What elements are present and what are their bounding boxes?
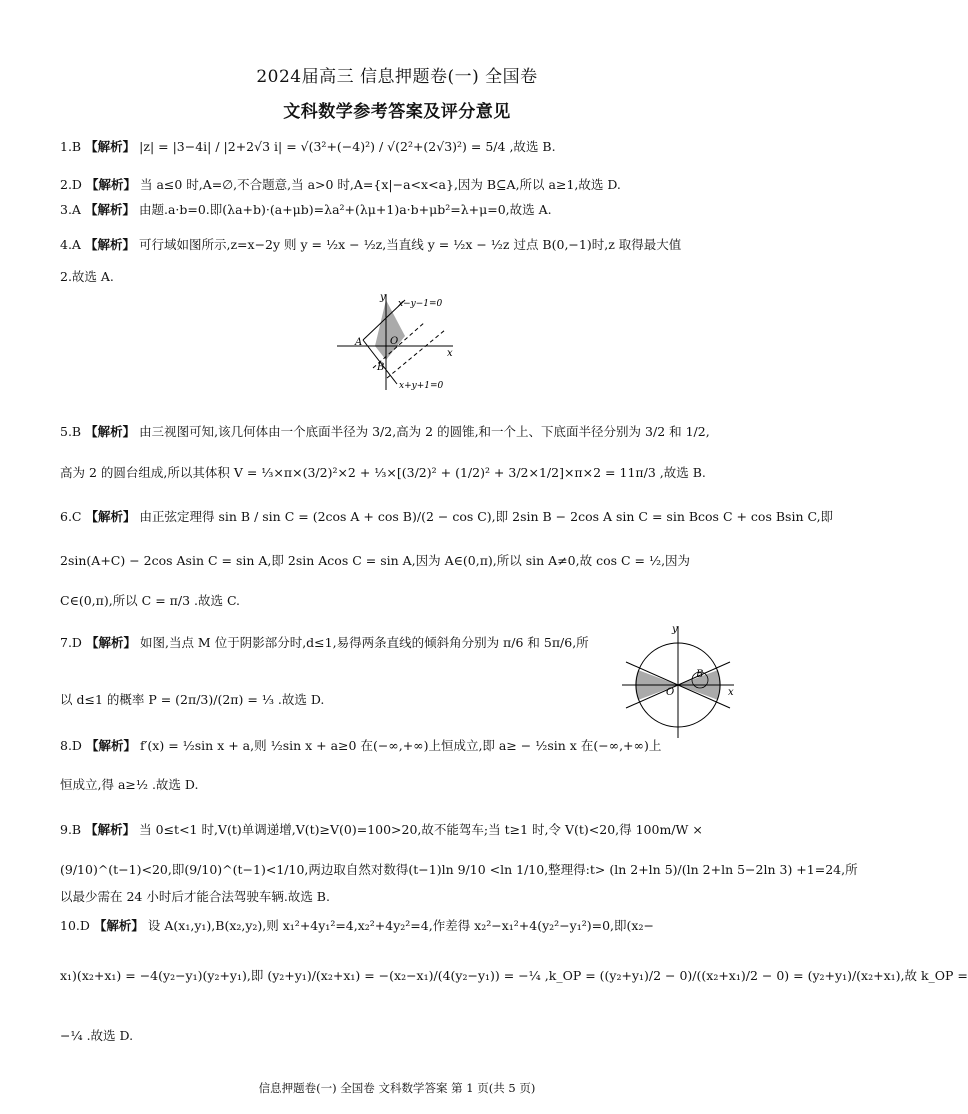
answer-8 — [60, 736, 750, 756]
answer-text-line1: f′(x) = ½sin x + a,则 ½sin x + a≥0 在(−∞,+∞)上恒成立,即 a≥ − ½sin x 在(−∞,+∞)上 — [139, 738, 662, 753]
answer-7-line2: 以 d≤1 的概率 P = (2π/3)/(2π) = ⅓ .故选 D. — [60, 692, 325, 707]
point-b-label: B — [696, 669, 704, 680]
answer-label: 7.D — [60, 635, 82, 650]
answer-text: |z| = |3−4i| / |2+2√3 i| = √(3²+(−4)²) / √(2²+(2√3)²) = 5/4 ,故选 B. — [139, 139, 556, 154]
analysis-tag: 【解析】 — [85, 424, 136, 439]
origin-label: O — [390, 336, 399, 347]
analysis-tag: 【解析】 — [84, 202, 135, 217]
x-axis-label: x — [447, 348, 453, 359]
analysis-tag: 【解析】 — [93, 918, 144, 933]
answer-4 — [60, 235, 750, 255]
page-footer: 信息押题卷(一) 全国卷 文科数学答案 第 1 页(共 5 页) — [258, 1081, 536, 1095]
answer-text-line1: 由正弦定理得 sin B / sin C = (2cos A + cos B)/(2 − cos C),即 2sin B − 2cos A sin C = sin Bcos C + cos Bsin C,即 — [139, 509, 834, 524]
answer-label: 2.D — [60, 177, 82, 192]
origin-label: O — [666, 687, 675, 698]
answer-6-line2: 2sin(A+C) − 2cos Asin C = sin A,即 2sin Acos C = sin A,因为 A∈(0,π),所以 sin A≠0,故 cos C = ½,因为 — [60, 553, 691, 568]
answer-4-line2: 2.故选 A. — [60, 269, 114, 284]
answer-label: 6.C — [60, 509, 82, 524]
answer-10 — [60, 916, 750, 936]
feasible-region-shade — [375, 300, 405, 360]
answer-5-line2: 高为 2 的圆台组成,所以其体积 V = ⅓×π×(3/2)²×2 + ⅓×[(3/2)² + (1/2)² + 3/2×1/2]×π×2 = 11π/3 ,故选 B. — [60, 465, 706, 480]
answer-3 — [60, 200, 750, 220]
answer-text-line1: 如图,当点 M 位于阴影部分时,d≤1,易得两条直线的倾斜角分别为 π/6 和 5π/6,所 — [139, 635, 589, 650]
answer-label: 1.B — [60, 139, 82, 154]
answer-label: 3.A — [60, 202, 81, 217]
answer-text-line1: 由三视图可知,该几何体由一个底面半径为 3/2,高为 2 的圆锥,和一个上、下底面半径分别为 3/2 和 1/2, — [139, 424, 710, 439]
point-a-label: A — [355, 337, 363, 348]
y-axis-label: y — [380, 292, 386, 303]
answer-7 — [60, 633, 600, 653]
answer-9 — [60, 820, 750, 840]
answer-label: 8.D — [60, 738, 82, 753]
point-b-label: B — [377, 362, 385, 373]
answer-label: 4.A — [60, 237, 81, 252]
answer-8-line2: 恒成立,得 a≥½ .故选 D. — [60, 777, 199, 792]
y-axis-label: y — [672, 624, 678, 635]
answer-6 — [60, 507, 834, 527]
answer-label: 9.B — [60, 822, 82, 837]
page-subtitle: 文科数学参考答案及评分意见 — [283, 102, 511, 122]
analysis-tag: 【解析】 — [85, 738, 136, 753]
analysis-tag: 【解析】 — [85, 509, 136, 524]
x-axis-label: x — [728, 687, 734, 698]
answer-text: 当 a≤0 时,A=∅,不合题意,当 a>0 时,A={x|−a<x<a},因为 B⊆A,所以 a≥1,故选 D. — [139, 177, 621, 192]
answer-9-line2: (9/10)^(t−1)<20,即(9/10)^(t−1)<1/10,两边取自然对数得(t−1)ln 9/10 <ln 1/10,整理得:t> (ln 2+ln 5)/(ln 2+ln 5−2ln 3) +1=24,所 — [60, 862, 858, 877]
line2-equation: x+y+1=0 — [399, 381, 444, 391]
page-header — [0, 62, 794, 122]
answer-text: 由题.a·b=0.即(λa+b)·(a+μb)=λa²+(λμ+1)a·b+μb²=λ+μ=0,故选 A. — [138, 202, 552, 217]
answer-2 — [60, 175, 750, 195]
answer-6-line3: C∈(0,π),所以 C = π/3 .故选 C. — [60, 593, 241, 608]
analysis-tag: 【解析】 — [85, 139, 136, 154]
answer-label: 10.D — [60, 918, 90, 933]
analysis-tag: 【解析】 — [84, 237, 135, 252]
answer-text-line1: 可行域如图所示,z=x−2y 则 y = ½x − ½z,当直线 y = ½x − ½z 过点 B(0,−1)时,z 取得最大值 — [138, 237, 682, 252]
answer-9-line3: 以最少需在 24 小时后才能合法驾驶车辆.故选 B. — [60, 889, 330, 904]
feasible-region-figure — [335, 292, 465, 392]
answer-text-line1: 设 A(x₁,y₁),B(x₂,y₂),则 x₁²+4y₁²=4,x₂²+4y₂²=4,作差得 x₂²−x₁²+4(y₂²−y₁²)=0,即(x₂− — [147, 918, 654, 933]
answer-10-line2: x₁)(x₂+x₁) = −4(y₂−y₁)(y₂+y₁),即 (y₂+y₁)/(x₂+x₁) = −(x₂−x₁)/(4(y₂−y₁)) = −¼ ,k_OP = ((y₂+y₁)/2 − 0)/((x₂+x₁)/2 − 0) = (y₂+y₁)/(x₂+x₁),故 k_OP = — [60, 968, 968, 983]
answer-5 — [60, 422, 750, 442]
answer-text-line1: 当 0≤t<1 时,V(t)单调递增,V(t)≥V(0)=100>20,故不能驾车;当 t≥1 时,令 V(t)<20,得 100m/W × — [139, 822, 703, 837]
answer-1 — [60, 137, 750, 157]
page-title: 2024届高三 信息押题卷(一) 全国卷 — [256, 67, 538, 87]
analysis-tag: 【解析】 — [85, 635, 136, 650]
answer-label: 5.B — [60, 424, 82, 439]
analysis-tag: 【解析】 — [85, 822, 136, 837]
analysis-tag: 【解析】 — [85, 177, 136, 192]
answer-10-line3: −¼ .故选 D. — [60, 1028, 134, 1043]
line1-equation: x−y−1=0 — [398, 299, 443, 309]
circle-probability-figure — [618, 622, 738, 742]
